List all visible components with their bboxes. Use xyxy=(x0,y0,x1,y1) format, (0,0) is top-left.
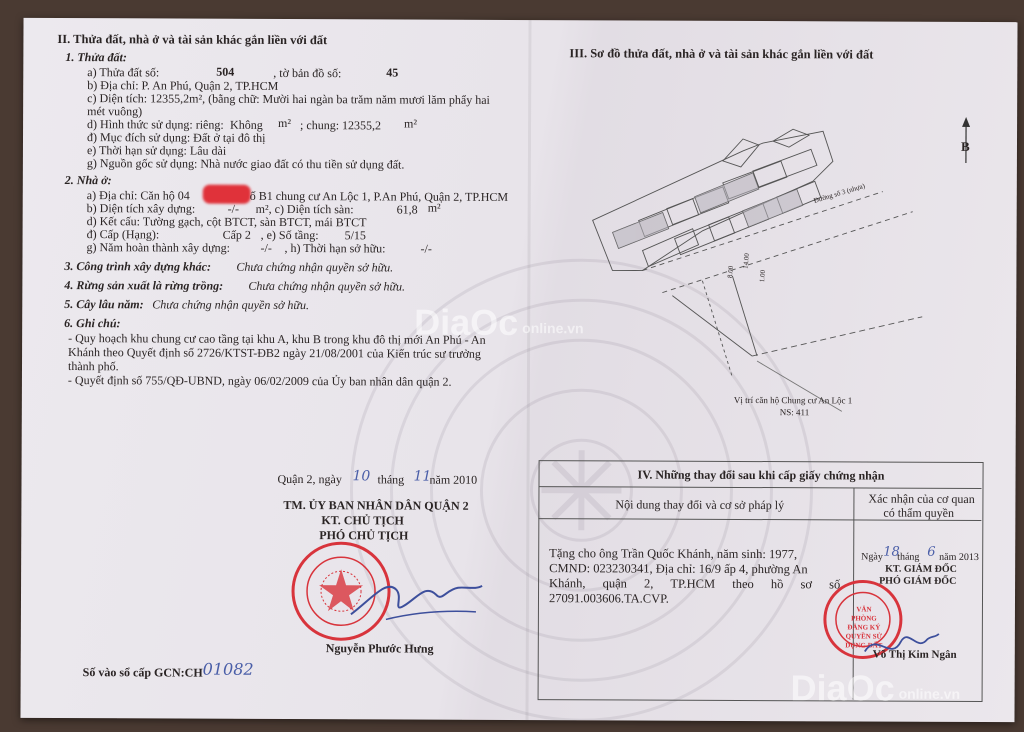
watermark-brand: DiaOc xyxy=(414,301,519,343)
land-term: e) Thời hạn sử dụng: Lâu dài xyxy=(86,143,227,158)
land-purpose: đ) Mục đích sử dụng: Đất ở tại đô thị xyxy=(86,130,266,145)
left-signature-icon xyxy=(346,559,486,630)
issue-date-year: năm 2010 xyxy=(429,472,478,487)
confirm-date-year: năm 2013 xyxy=(939,551,979,564)
item5-title: 5. Cây lâu năm: xyxy=(64,297,144,312)
house-year-value: -/- xyxy=(260,240,272,255)
ns-label: NS: 411 xyxy=(779,407,810,418)
issue-date-day: 10 xyxy=(352,468,371,485)
north-label: B xyxy=(960,138,970,154)
signer-name: Nguyễn Phước Hưng xyxy=(325,641,434,656)
land-usage-label: d) Hình thức sử dụng: riêng: xyxy=(87,117,224,132)
signer-role: PHÓ CHỦ TỊCH xyxy=(319,528,409,543)
land-usage-unit1: m² xyxy=(278,115,292,131)
confirm-role: PHÓ GIÁM ĐỐC xyxy=(879,575,957,587)
house-title: 2. Nhà ở: xyxy=(64,173,112,188)
issue-date-month-label: tháng xyxy=(377,472,405,487)
confirm-month-label: tháng xyxy=(897,551,920,563)
notes-title: 6. Ghi chú: xyxy=(64,316,121,331)
change-content-line1: Tặng cho ông Trần Quốc Khánh, năm sinh: 1977, xyxy=(549,546,798,562)
house-floors-value: 5/15 xyxy=(344,228,366,243)
section-2-title: II. Thửa đất, nhà ở và tài sản khác gắn liền với đất xyxy=(57,31,328,48)
changes-table-title: IV. Những thay đổi sau khi cấp giấy chứng nhận xyxy=(637,467,885,483)
confirm-kt: KT. GIÁM ĐỐC xyxy=(885,563,957,575)
confirm-date-month: 6 xyxy=(927,544,936,560)
house-floor-area-label: m², c) Diện tích sàn: xyxy=(255,201,354,217)
confirm-date-prefix: Ngày xyxy=(861,551,883,563)
item3-title: 3. Công trình xây dựng khác: xyxy=(64,259,212,274)
land-usage-private: Không xyxy=(230,117,263,132)
col-confirm-header-2: có thẩm quyền xyxy=(883,505,955,520)
house-year-label: g) Năm hoàn thành xây dựng: xyxy=(86,240,231,255)
change-content-line3: Khánh, quận 2, TP.HCM theo hồ sơ số xyxy=(549,576,841,592)
watermark-suffix: online.vn xyxy=(522,320,584,337)
house-floors-label: , e) Số tầng: xyxy=(260,227,319,243)
land-parcel-value: 504 xyxy=(216,64,235,79)
house-address-label: a) Địa chỉ: Căn hộ 04 xyxy=(86,188,190,203)
issue-date-month: 11 xyxy=(413,468,432,485)
confirm-date-day: 18 xyxy=(883,544,900,560)
dimension-c: 8.00 xyxy=(726,265,736,279)
house-grade-label: đ) Cấp (Hạng): xyxy=(86,227,160,242)
change-content-line2: CMND: 023230341, Địa chỉ: 16/9 ấp 4, phường An xyxy=(549,561,808,577)
house-floor-area-value: 61,8 xyxy=(396,202,418,217)
signer-org: TM. ỦY BAN NHÂN DÂN QUẬN 2 xyxy=(283,497,469,513)
item4-title: 4. Rừng sản xuất là rừng trồng: xyxy=(64,278,224,293)
location-label: Vị trí căn hộ Chung cư An Lộc 1 xyxy=(733,394,853,406)
dimension-a: 14.00 xyxy=(741,252,752,270)
watermark-brand: DiaOc xyxy=(790,667,895,709)
land-origin: g) Nguồn gốc sử dụng: Nhà nước giao đất có thu tiền sử dụng đất. xyxy=(86,156,405,172)
house-structure: d) Kết cấu: Tường gạch, cột BTCT, sàn BTCT, mái BTCT xyxy=(86,214,367,230)
dimension-b: 1.00 xyxy=(757,269,768,283)
land-map-value: 45 xyxy=(386,65,399,80)
confirm-name: Võ Thị Kim Ngân xyxy=(872,648,957,661)
house-address-rest: ố B1 chung cư An Lộc 1, P.An Phú, Quận 2, TP.HCM xyxy=(249,188,509,204)
item3-value: Chưa chứng nhận quyền sở hữu. xyxy=(236,259,394,275)
land-parcel-label: a) Thửa đất số: xyxy=(87,65,160,80)
land-area-line2: mét vuông) xyxy=(87,104,143,119)
notes-line2: Khánh theo Quyết định số 2726/KTST-ĐB2 ngày 21/08/2001 của Kiến trúc sư trưởng xyxy=(68,345,481,361)
land-usage-unit2: m² xyxy=(404,116,418,131)
col-content-header: Nội dung thay đổi và cơ sở pháp lý xyxy=(615,497,785,513)
house-term-value: -/- xyxy=(420,241,432,256)
right-seal-text: VĂN PHÒNG ĐĂNG KÝ QUYỀN SỬ DỤNG ĐẤT xyxy=(845,605,883,650)
gcn-label: Số vào sổ cấp GCN:CH xyxy=(82,665,203,680)
section-3-title: III. Sơ đồ thửa đất, nhà ở và tài sản khác gắn liền với đất xyxy=(569,46,874,62)
col-confirm-header-1: Xác nhận của cơ quan xyxy=(868,491,975,506)
signer-kt: KT. CHỦ TỊCH xyxy=(321,513,404,528)
land-title: 1. Thửa đất: xyxy=(65,50,127,65)
land-usage-shared: 12355,2 xyxy=(342,118,382,133)
house-build-area-label: b) Diện tích xây dựng: xyxy=(86,201,196,216)
change-content-line4: 27091.003606.TA.CVP. xyxy=(548,591,669,606)
land-address: b) Địa chỉ: P. An Phú, Quận 2, TP.HCM xyxy=(87,78,279,93)
house-floor-area-unit: m² xyxy=(427,200,441,215)
item4-value: Chưa chứng nhận quyền sở hữu. xyxy=(248,278,406,294)
watermark-suffix: online.vn xyxy=(898,685,961,702)
house-build-area-value: -/- xyxy=(227,201,240,216)
house-grade-value: Cấp 2 xyxy=(222,227,251,242)
notes-line1: - Quy hoạch khu chung cư cao tầng tại khu A, khu B trong khu đô thị mới An Phú - An xyxy=(68,331,486,347)
issue-date-prefix: Quận 2, ngày xyxy=(277,471,342,487)
land-usage-shared-label: ; chung: xyxy=(300,118,340,133)
street-label: Đường số 3 (nhựa) xyxy=(812,181,866,205)
house-term-label: , h) Thời hạn sở hữu: xyxy=(284,240,386,256)
land-area-line1: c) Diện tích: 12355,2m², (bằng chữ: Mười hai ngàn ba trăm năm mươi lăm phẩy hai xyxy=(87,91,490,107)
notes-line4: - Quyết định số 755/QĐ-UBND, ngày 06/02/2009 của Ủy ban nhân dân quận 2. xyxy=(67,373,452,389)
land-map-label: , tờ bản đồ số: xyxy=(273,65,342,81)
item5-value: Chưa chứng nhận quyền sở hữu. xyxy=(152,297,310,313)
gcn-value: 01082 xyxy=(202,659,254,679)
certificate-sheet xyxy=(20,18,1017,722)
notes-line3: thành phố. xyxy=(67,359,119,374)
